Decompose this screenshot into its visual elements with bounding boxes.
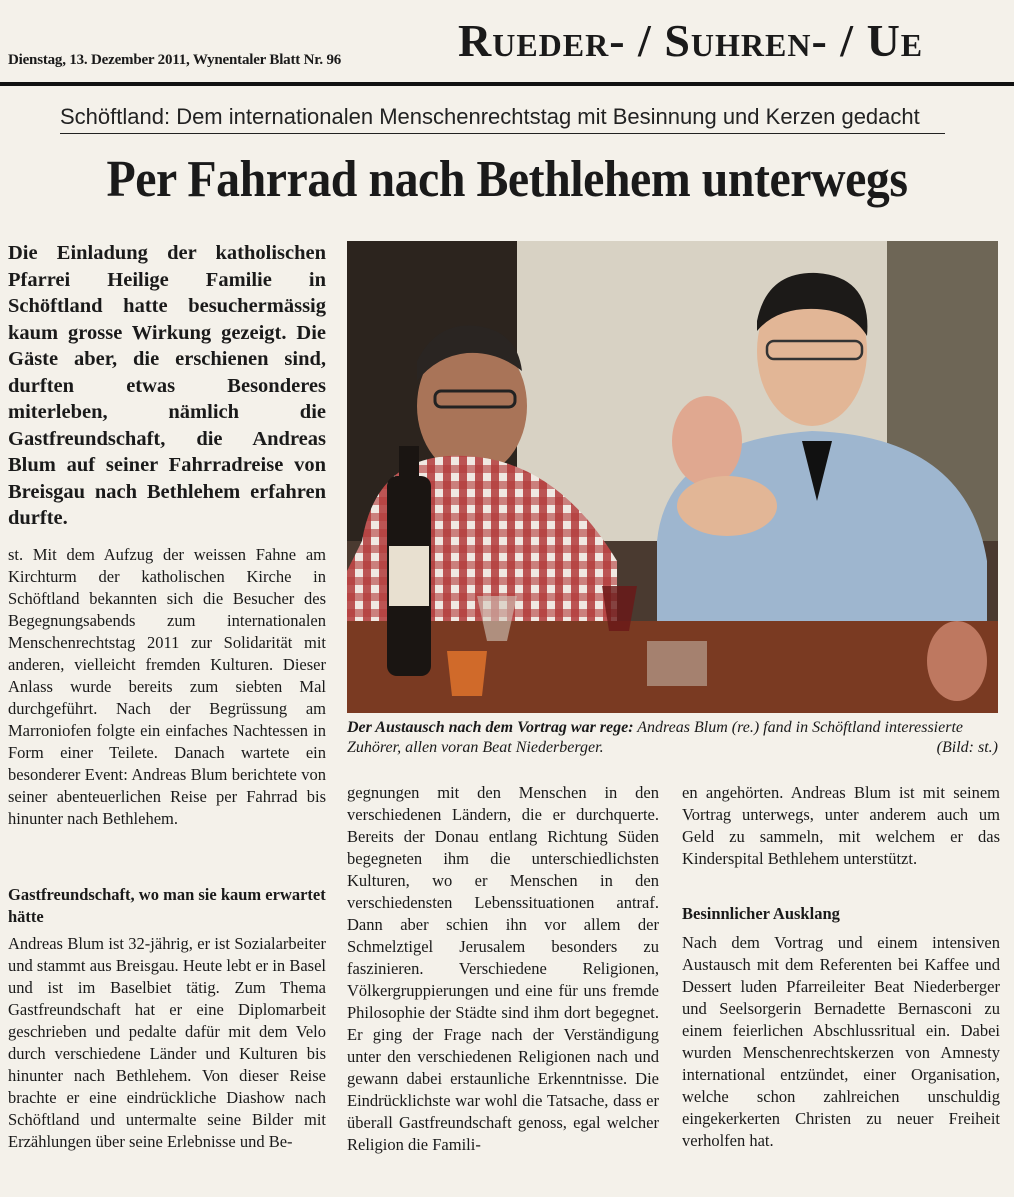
body-column-1b [8, 933, 326, 1153]
dateline: Dienstag, 13. Dezember 2011, Wynentaler Blatt Nr. 96 [8, 52, 342, 68]
kicker-underline [60, 133, 945, 134]
caption-lead: Der Austausch nach dem Vortrag war rege: [347, 719, 634, 736]
paragraph: Andreas Blum ist 32-jährig, er ist Sozialarbeiter und stammt aus Breisgau. Heute lebt er in Basel und ist im Baselbiet tätig. Zum Thema Gastfreundschaft hat er eine Diplomarbeit geschrieben und pedalte dafür mit dem Velo durch verschiedene Länder und Kulturen bis hinunter nach Bethlehem. Von dieser Reise brachte er eine eindrückliche Diashow nach Schöftland und untermalte seine Bilder mit Erzählungen über seine Erlebnisse und Be- [8, 934, 326, 1151]
subheading-closing: Besinnlicher Ausklang [682, 904, 840, 923]
body-column-1 [8, 544, 326, 830]
body-column-3 [682, 782, 1000, 870]
article-kicker: Schöftland: Dem internationalen Menschenrechtstag mit Besinnung und Kerzen gedacht [60, 104, 920, 129]
article-photo [347, 241, 998, 713]
photo-illustration [347, 241, 998, 713]
article-headline: Per Fahrrad nach Bethlehem unterwegs [106, 151, 908, 208]
subheading-hospitality: Gastfreundschaft, wo man sie kaum erwartet hätte [8, 885, 326, 926]
body-column-3b [682, 932, 1000, 1152]
body-column-2 [347, 782, 659, 1156]
photo-caption [347, 718, 998, 758]
section-title: Rueder- / Suhren- / Ue [458, 15, 924, 66]
paragraph: en angehörten. Andreas Blum ist mit seinem Vortrag unterwegs, unter anderem auch um Geld zu sammeln, mit welchem er das Kinderspital Bethlehem unterstützt. [682, 783, 1000, 868]
top-rule-divider [0, 82, 1014, 86]
paragraph: gegnungen mit den Menschen in den verschiedenen Ländern, die er durchquerte. Bereits der Donau entlang Richtung Süden begegneten ihm die unterschiedlichsten Kulturen, wo er Menschen in den verschiedensten Lebenssituationen antraf. Dann aber schien ihn vor allem der Schmelztigel Jerusalem besonders zu faszinieren. Verschiedene Religionen, Völkergruppierungen und eine für uns fremde Philosophie der Städte sind ihm dort begegnet. Er ging der Frage nach der Verständigung unter den verschiedenen Religionen nach und gewann dabei erstaunliche Erkenntnisse. Die Eindrücklichste war wohl die Tatsache, dass er überall Gastfreundschaft genoss, egal welcher Religion die Famili- [347, 783, 659, 1154]
caption-text: Andreas Blum (re.) fand in Schöftland interessierte Zuhörer, allen voran Beat Niederberger. [347, 719, 963, 756]
paragraph: Nach dem Vortrag und einem intensiven Austausch mit dem Referenten bei Kaffee und Dessert luden Pfarreileiter Beat Niederberger und Seelsorgerin Bernadette Bernasconi zu einem feierlichen Abschlussritual ein. Dabei wurden Menschenrechtskerzen von Amnesty international entzündet, einer Organisation, welche schon zahlreichen unschuldig eingekerkerten Christen zu neuer Freiheit verholfen hat. [682, 933, 1000, 1150]
photo-credit: (Bild: st.) [936, 739, 998, 756]
article-lead: Die Einladung der katholischen Pfarrei Heilige Familie in Schöftland hatte besuchermässig kaum grosse Wirkung gezeigt. Die Gäste aber, die erschienen sind, durften etwas Besonderes miterleben, nämlich die Gastfreundschaft, die Andreas Blum auf seiner Fahrradreise von Breisgau nach Bethlehem erfahren durfte. [8, 242, 326, 529]
paragraph: st. Mit dem Aufzug der weissen Fahne am Kirchturm der katholischen Kirche in Schöftland bekannten sich die Besucher des Begegnungsabends zum internationalen Menschenrechtstag 2011 zur Solidarität mit anderen, vielleicht fremden Kulturen. Dieser Anlass wurde bereits zum siebten Mal durchgeführt. Nach der Begrüssung am Marroniofen folgte ein einfaches Nachtessen in Form einer Teilete. Danach wartete ein besonderer Event: Andreas Blum berichtete von seiner abenteuerlichen Reise per Fahrrad bis hinunter nach Bethlehem. [8, 545, 326, 828]
